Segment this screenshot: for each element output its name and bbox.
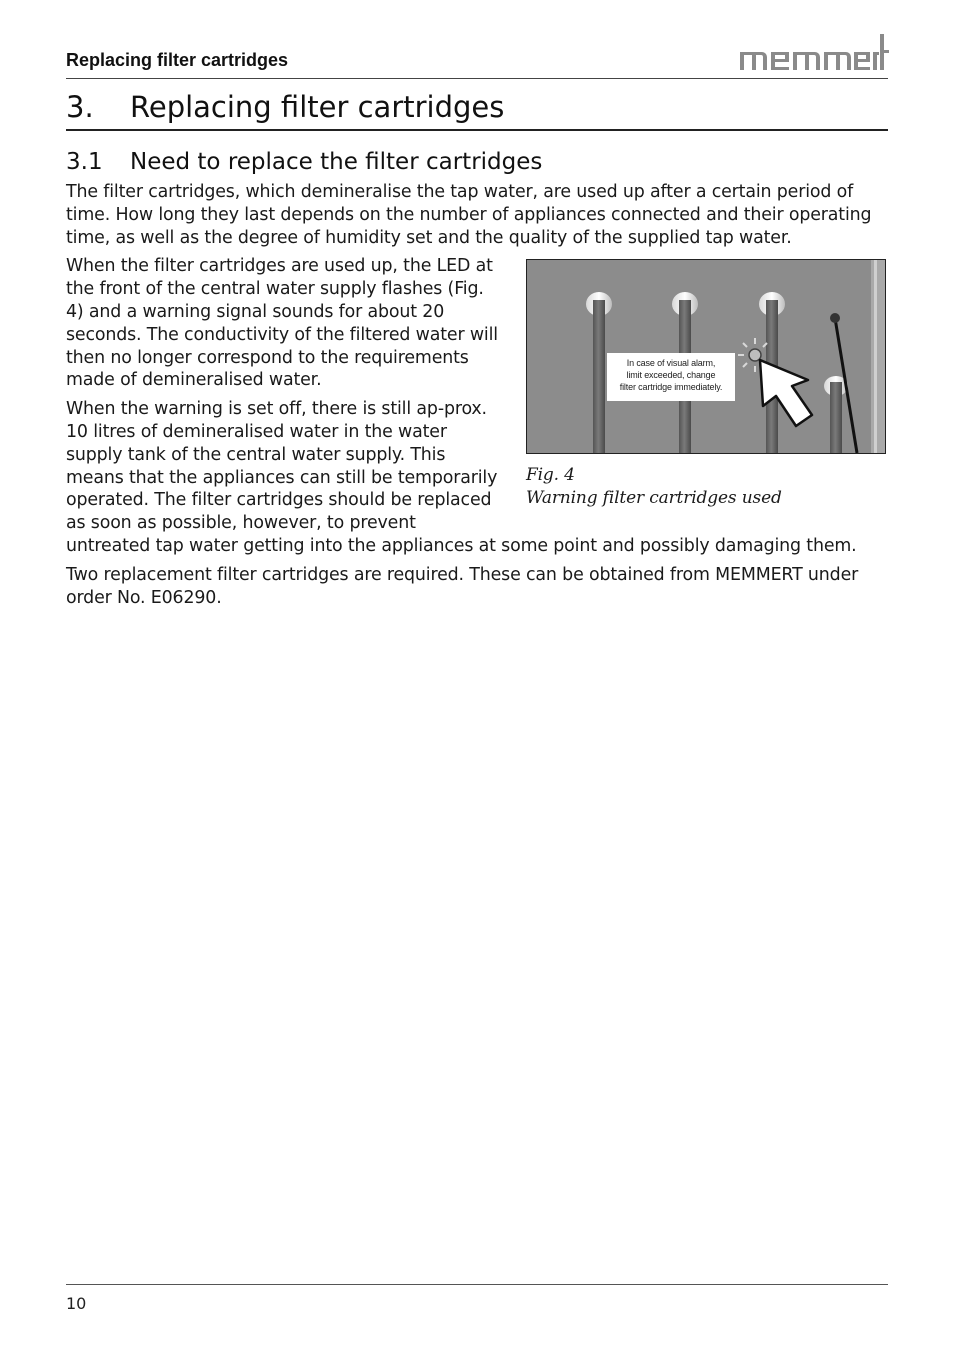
section-number: 3.1 [66,149,103,175]
label-line: In case of visual alarm, [626,358,716,369]
figure-4 [526,259,888,517]
header-rule [66,78,888,79]
chapter-title [66,88,504,126]
figure-caption [526,464,888,510]
page-number: 10 [66,1294,87,1313]
section-title-text: Need to replace the filter cartridges [130,149,543,175]
section-title [66,146,542,178]
paragraph-replacement: Two replacement filter cartridges are required. These can be obtained from MEMMERT under order No. E06290. [66,564,859,608]
running-header: Replacing filter cartridges [66,50,289,70]
label-line: filter cartridge immediately. [619,382,723,393]
caption-number: Fig. 4 [526,465,575,486]
paragraph-led: When the filter cartridges are used up, the LED at the front of the central water supply flashes (Fig. 4) and a warning signal sounds for about 20 seconds. The conductivity of the filtered water will then no longer correspond to the requirements made of demineralised water. [66,256,498,391]
body-text [66,181,888,615]
paragraph-intro: The filter cartridges, which demineralise the tap water, are used up after a certain period of time. How long they last depends on the number of appliances connected and their operating time, as well as the degree of humidity set and the quality of the supplied tap water. [66,182,872,248]
paragraph-warning: When the warning is set off, there is still ap-prox. 10 litres of demineralised water in the water supply tank of the central water supply. This means that the appliances can still be temporarily operated. The filter cartridges should be replaced as soon as possible, however, to prevent untreated tap water getting into the appliances at some point and possibly damaging them. [66,399,857,556]
footer-rule [66,1284,888,1285]
chapter-number: 3. [66,90,94,124]
label-line: limit exceeded, change [626,370,716,381]
chapter-rule [66,129,888,131]
memmert-logo [738,32,890,72]
caption-text: Warning filter cartridges used [526,488,782,509]
chapter-title-text: Replacing filter cartridges [130,90,505,124]
figure-image [526,259,886,454]
figure-warning-label [607,353,735,401]
